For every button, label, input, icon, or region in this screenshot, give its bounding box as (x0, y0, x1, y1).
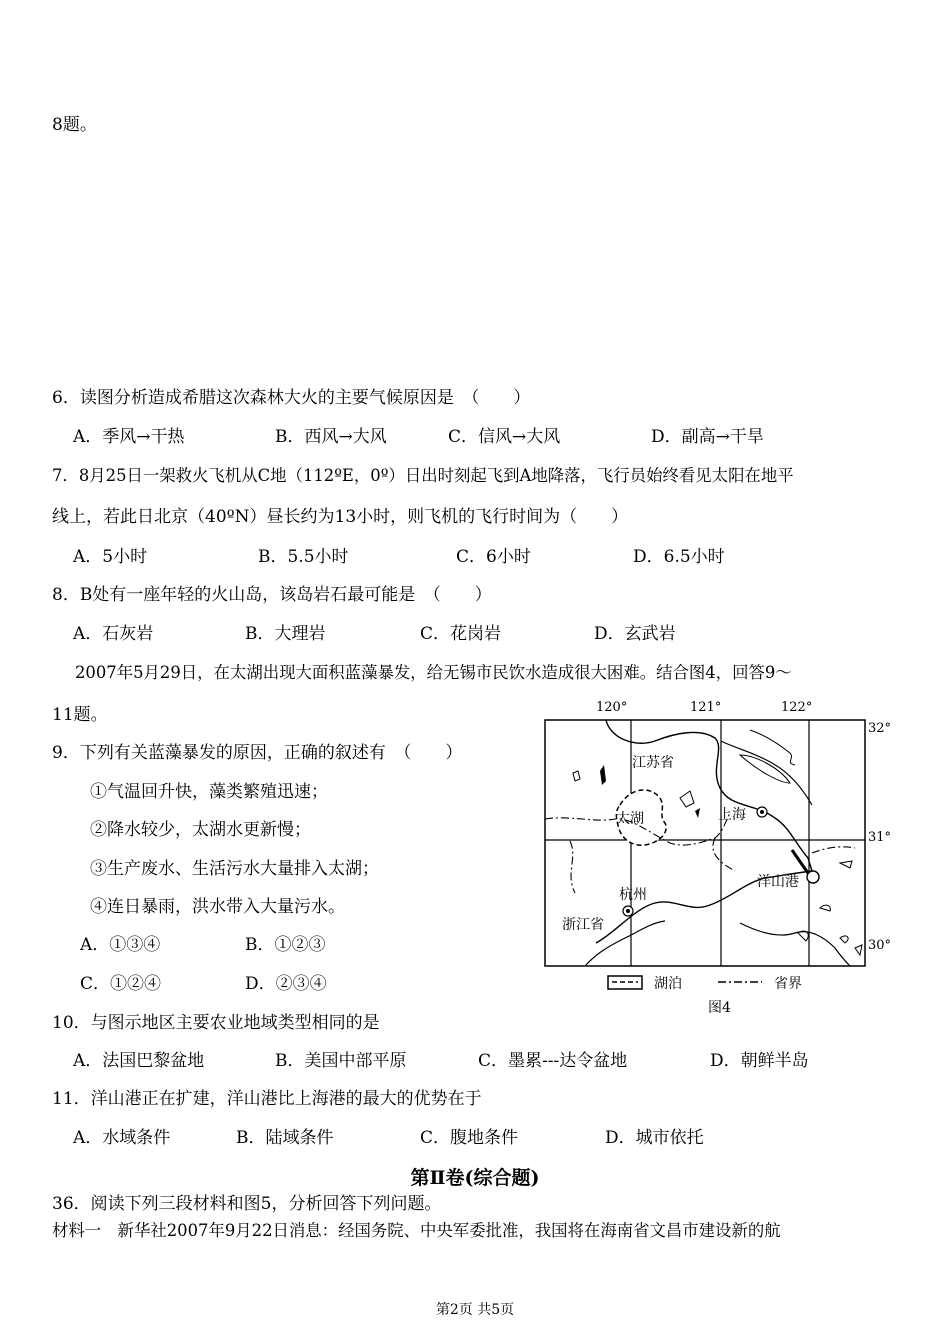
q8-option-b: B．大理岩 (245, 624, 326, 644)
island-2 (820, 905, 830, 911)
q9-option-a: A．①③④ (80, 935, 161, 955)
q7-option-a: A．5小时 (73, 547, 148, 567)
label-zhejiang: 浙江省 (562, 917, 604, 933)
lon-label-122: 122° (781, 700, 813, 715)
q6-option-b: B．西风→大风 (275, 427, 387, 447)
q6-stem: 6．读图分析造成希腊这次森林大火的主要气候原因是 （ ） (52, 388, 531, 408)
q7-option-c: C．6小时 (456, 547, 531, 567)
q10-option-c: C．墨累---达令盆地 (478, 1051, 628, 1071)
q9-item-2: ②降水较少，太湖水更新慢； (90, 820, 311, 840)
q9-option-b: B．①②③ (245, 935, 326, 955)
q10-option-a: A．法国巴黎盆地 (73, 1051, 205, 1071)
q6-option-d: D．副高→干旱 (651, 427, 764, 447)
label-jiangsu: 江苏省 (632, 755, 674, 771)
q11-option-a: A．水域条件 (73, 1128, 171, 1148)
provincial-border-2 (713, 838, 735, 871)
q8-option-a: A．石灰岩 (73, 624, 154, 644)
q7-option-b: B．5.5小时 (258, 547, 349, 567)
q9-option-d: D．②③④ (245, 974, 327, 994)
q8-option-d: D．玄武岩 (594, 624, 676, 644)
q7-option-d: D．6.5小时 (633, 547, 725, 567)
q36-material1: 材料一 新华社2007年9月22日消息：经国务院、中央军委批准，我国将在海南省文昌市建设新的航 (52, 1221, 781, 1240)
q10-option-b: B．美国中部平原 (275, 1051, 407, 1071)
island-3 (798, 931, 808, 941)
q11-option-b: B．陆域条件 (236, 1128, 334, 1148)
lake-small-1 (600, 765, 606, 785)
label-shanghai: 上海 (718, 807, 746, 823)
q11-stem: 11．洋山港正在扩建，洋山港比上海港的最大的优势在于 (52, 1089, 482, 1109)
yangshan-port-icon (807, 871, 819, 883)
q9-item-1: ①气温回升快，藻类繁殖迅速； (90, 782, 328, 802)
q6-option-a: A．季风→干热 (73, 427, 185, 447)
page-footer: 第2页 共5页 (435, 1302, 515, 1318)
island-1 (840, 861, 852, 868)
figure-caption: 图4 (708, 1000, 731, 1016)
q36-stem: 36．阅读下列三段材料和图5，分析回答下列问题。 (52, 1194, 442, 1214)
shanghai-symbol-icon (757, 807, 767, 817)
q10-stem: 10．与图示地区主要农业地域类型相同的是 (52, 1013, 380, 1033)
hangzhou-symbol-icon (623, 906, 633, 916)
yangtze-north-bank (721, 741, 812, 805)
zhejiang-coast (740, 923, 850, 966)
provincial-border-4 (812, 847, 855, 853)
q7-stem-line2: 线上，若此日北京（40ºN）昼长约为13小时，则飞机的飞行时间为（ ） (52, 507, 629, 527)
q9-item-3: ③生产废水、生活污水大量排入太湖； (90, 859, 379, 879)
q7-stem-line1: 7．8月25日一架救火飞机从C地（112ºE，0º）日出时刻起飞到A地降落，飞行员始终看见太阳在地平 (52, 466, 794, 485)
passage-line2: 11题。 (52, 705, 108, 725)
lake-small-3 (680, 791, 694, 807)
lat-label-31: 31° (868, 830, 892, 845)
label-taihu: 太湖 (616, 811, 644, 827)
intro-tail: 8题。 (52, 115, 97, 135)
passage-line1: 2007年5月29日，在太湖出现大面积蓝藻暴发，给无锡市民饮水造成很大困难。结合图4，回答9～ (75, 663, 792, 682)
legend-border-label: 省界 (774, 976, 802, 992)
q9-stem: 9．下列有关蓝藻暴发的原因，正确的叙述有 （ ） (52, 743, 463, 763)
q9-option-c: C．①②④ (80, 974, 162, 994)
island-4 (840, 936, 848, 943)
label-hangzhou: 杭州 (619, 887, 647, 903)
lat-label-32: 32° (868, 721, 892, 736)
lat-label-30: 30° (868, 938, 892, 953)
lon-label-121: 121° (690, 700, 722, 715)
figure-4-map (540, 693, 900, 1023)
island-5 (855, 945, 862, 955)
q8-option-c: C．花岗岩 (420, 624, 502, 644)
label-yangshan: 洋山港 (757, 874, 799, 890)
lake-small-4 (695, 808, 700, 818)
q10-option-d: D．朝鲜半岛 (710, 1051, 809, 1071)
q11-option-d: D．城市依托 (605, 1128, 704, 1148)
provincial-border-3 (570, 841, 575, 893)
lon-label-120: 120° (596, 700, 628, 715)
q11-option-c: C．腹地条件 (420, 1128, 519, 1148)
q9-item-4: ④连日暴雨，洪水带入大量污水。 (90, 897, 345, 917)
q8-stem: 8．B处有一座年轻的火山岛，该岛岩石最可能是 （ ） (52, 585, 492, 605)
section-title: 第Ⅱ卷(综合题) (410, 1167, 540, 1189)
coastline-north (750, 730, 795, 765)
legend-lake-label: 湖泊 (654, 976, 682, 992)
lake-small-2 (573, 771, 580, 781)
q6-option-c: C．信风→大风 (448, 427, 561, 447)
